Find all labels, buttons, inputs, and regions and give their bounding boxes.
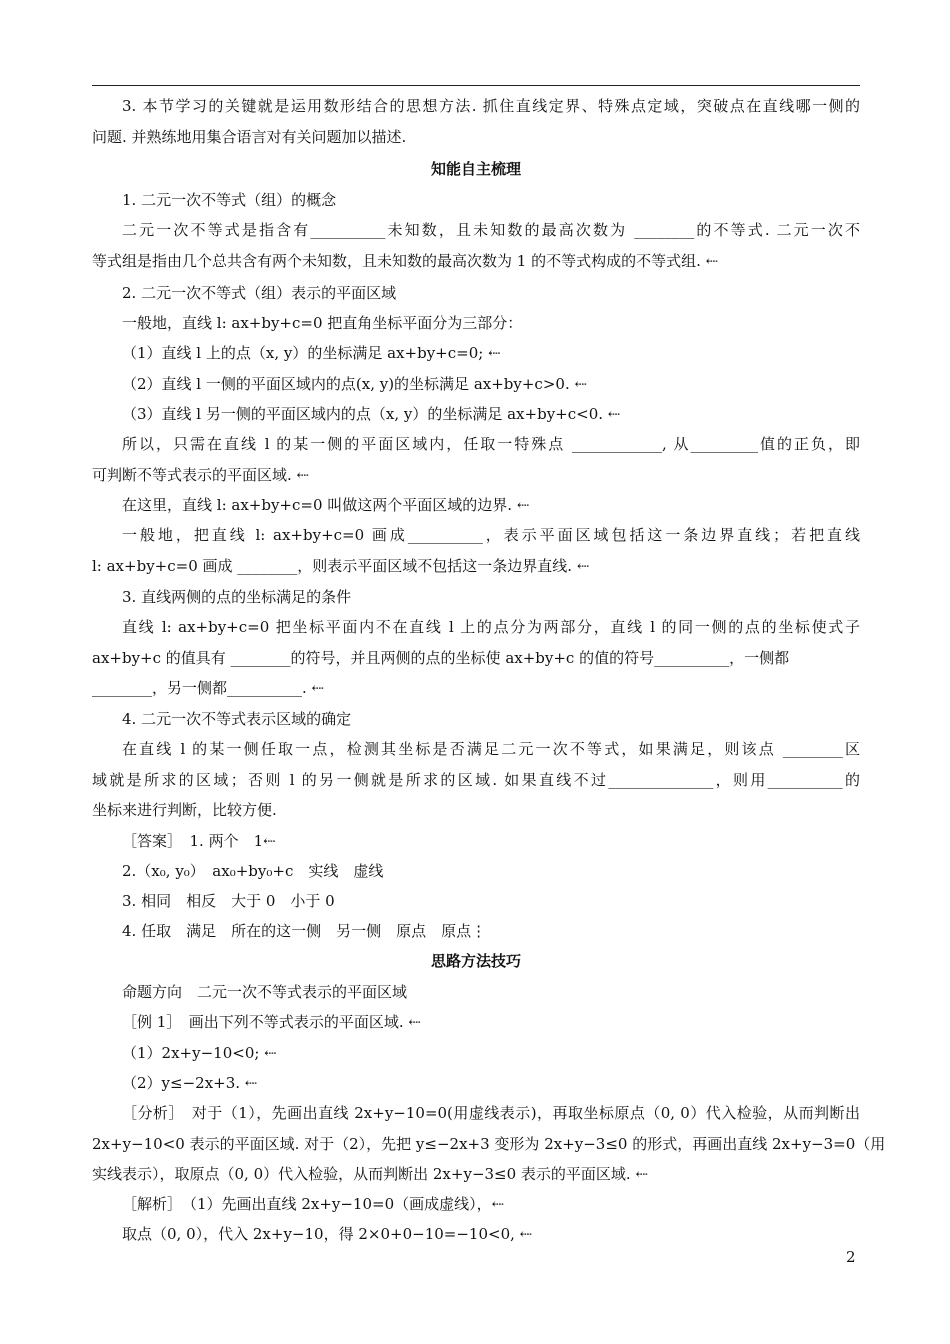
text-line: ax+by+c 的值具有 ________的符号，并且两侧的点的坐标使 ax+by+c 的值的符号__________，一侧都 <box>92 649 790 667</box>
text-line: ［例 1］ 画出下列不等式表示的平面区域. ⇠ <box>122 1013 421 1031</box>
text-line: 3. 直线两侧的点的坐标满足的条件 <box>122 588 352 606</box>
text-line: 所以，只需在直线 l 的某一侧的平面区域内，任取一特殊点 ____________, 从_________值的正负，即 <box>122 435 860 453</box>
page-number: 2 <box>846 1248 856 1266</box>
text-line: ［答案］ 1. 两个 1⇠ <box>122 832 276 850</box>
text-line: 取点（0, 0），代入 2x+y−10，得 2×0+0−10=−10<0, ⇠ <box>122 1225 533 1243</box>
text-line: （1）直线 l 上的点（x, y）的坐标满足 ax+by+c=0; ⇠ <box>122 344 501 362</box>
section-heading: 思路方法技巧 <box>430 952 521 970</box>
text-line: （2）直线 l 一侧的平面区域内的点(x, y)的坐标满足 ax+by+c>0. ⇠ <box>122 375 588 393</box>
text-line: 直线 l: ax+by+c=0 把坐标平面内不在直线 l 上的点分为两部分，直线 l 的同一侧的点的坐标使式子 <box>122 618 860 636</box>
text-line: （2）y≤−2x+3. ⇠ <box>122 1074 258 1092</box>
text-line: 等式组是指由几个总共含有两个未知数，且未知数的最高次数为 1 的不等式构成的不等式组. ⇠ <box>92 252 719 270</box>
text-line: 一般地，把直线 l: ax+by+c=0 画成__________，表示平面区域包括这一条边界直线；若把直线 <box>122 526 860 544</box>
text-line: 4. 任取 满足 所在的这一侧 另一侧 原点 原点⋮ <box>122 922 487 940</box>
text-line: 2x+y−10<0 表示的平面区域. 对于（2），先把 y≤−2x+3 变形为 2x+y−3≤0 的形式，再画出直线 2x+y−3=0（用 <box>92 1135 886 1153</box>
text-line: （3）直线 l 另一侧的平面区域内的点（x, y）的坐标满足 ax+by+c<0. ⇠ <box>122 405 621 423</box>
section-heading: 知能自主梳理 <box>430 160 521 178</box>
text-line: 2.（x₀, y₀） ax₀+by₀+c 实线 虚线 <box>122 862 384 880</box>
text-line: 问题. 并熟练地用集合语言对有关问题加以描述. <box>92 128 407 146</box>
text-line: 3. 相同 相反 大于 0 小于 0 <box>122 892 335 910</box>
text-line: 二元一次不等式是指含有__________未知数，且未知数的最高次数为 ________的不等式. 二元一次不 <box>122 221 860 239</box>
text-line: 1. 二元一次不等式（组）的概念 <box>122 191 337 209</box>
header-rule <box>92 85 860 86</box>
text-line: 可判断不等式表示的平面区域. ⇠ <box>92 466 310 484</box>
text-line: 3. 本节学习的关键就是运用数形结合的思想方法. 抓住直线定界、特殊点定域，突破点在直线哪一侧的 <box>122 97 860 115</box>
text-line: 域就是所求的区域；否则 l 的另一侧就是所求的区域. 如果直线不过______________，则用__________的 <box>92 771 860 789</box>
text-line: 一般地，直线 l: ax+by+c=0 把直角坐标平面分为三部分： <box>122 314 523 332</box>
text-line: 坐标来进行判断，比较方便. <box>92 801 277 819</box>
text-line: ［解析］ （1）先画出直线 2x+y−10=0（画成虚线），⇠ <box>122 1195 505 1213</box>
text-line: 4. 二元一次不等式表示区域的确定 <box>122 710 352 728</box>
text-line: 在直线 l 的某一侧任取一点，检测其坐标是否满足二元一次不等式，如果满足，则该点 ________区 <box>122 740 860 758</box>
text-line: 命题方向 二元一次不等式表示的平面区域 <box>122 983 408 1001</box>
text-line: 实线表示），取原点（0, 0）代入检验，从而判断出 2x+y−3≤0 表示的平面区域. ⇠ <box>92 1165 649 1183</box>
text-line: ________，另一侧都__________. ⇠ <box>92 679 325 697</box>
text-line: l: ax+by+c=0 画成 ________，则表示平面区域不包括这一条边界直线. ⇠ <box>92 557 590 575</box>
text-line: 在这里，直线 l: ax+by+c=0 叫做这两个平面区域的边界. ⇠ <box>122 496 530 514</box>
text-line: （1）2x+y−10<0; ⇠ <box>122 1044 277 1062</box>
text-line: ［分析］ 对于（1），先画出直线 2x+y−10=0(用虚线表示)，再取坐标原点（0, 0）代入检验，从而判断出 <box>122 1104 860 1122</box>
text-line: 2. 二元一次不等式（组）表示的平面区域 <box>122 284 397 302</box>
